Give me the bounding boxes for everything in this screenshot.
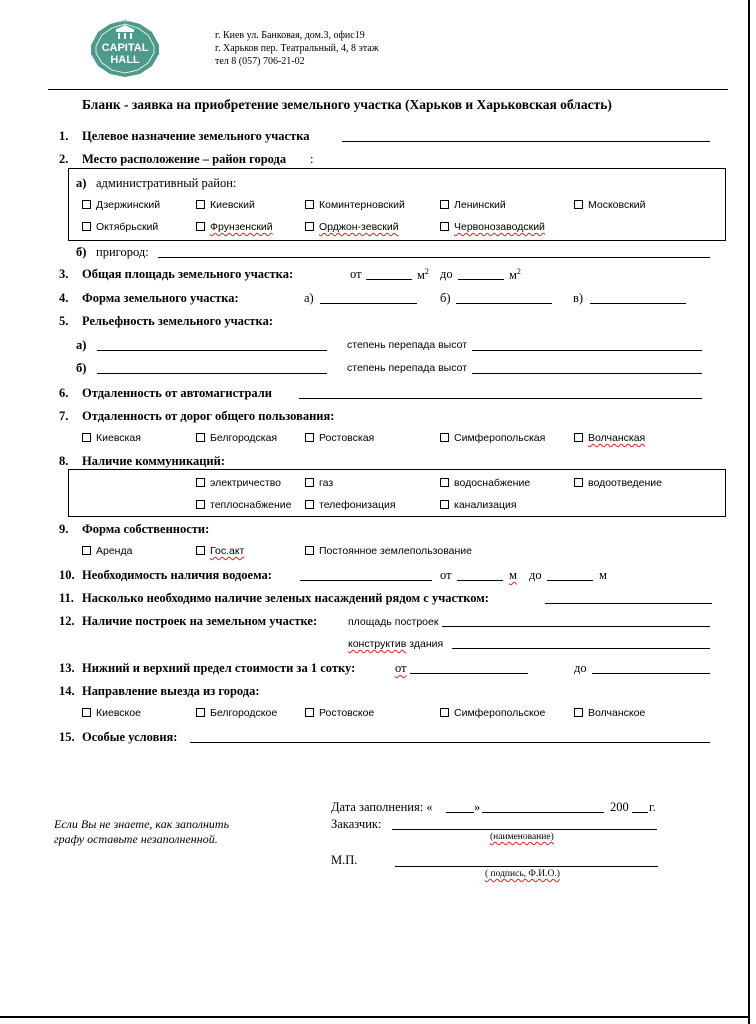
checkbox-icon[interactable] bbox=[574, 708, 583, 717]
direction-option[interactable]: Белгородское bbox=[196, 707, 277, 719]
q10-label: Необходимость наличия водоема: bbox=[82, 568, 272, 582]
drop-a-field[interactable] bbox=[472, 350, 702, 351]
checkbox-icon[interactable] bbox=[196, 500, 205, 509]
q3-unit-1: $м^2$ bbox=[417, 267, 429, 283]
q2-a-label: а) bbox=[76, 176, 87, 190]
checkbox-icon[interactable] bbox=[82, 222, 91, 231]
road-option[interactable]: Волчанская bbox=[574, 432, 645, 444]
footer-note-line1: Если Вы не знаете, как заполнить bbox=[54, 817, 230, 831]
direction-option[interactable]: Киевское bbox=[82, 707, 141, 719]
checkbox-icon[interactable] bbox=[82, 433, 91, 442]
road-option[interactable]: Симферопольская bbox=[440, 432, 545, 444]
date-quote-close: » bbox=[474, 800, 481, 814]
checkbox-icon[interactable] bbox=[305, 546, 314, 555]
direction-option[interactable]: Ростовское bbox=[305, 707, 374, 719]
q2-b-text: пригород: bbox=[96, 245, 149, 259]
q2-label: Место расположение – район города bbox=[82, 152, 287, 166]
utility-option[interactable]: газ bbox=[305, 477, 333, 489]
checkbox-icon[interactable] bbox=[440, 433, 449, 442]
logo-top-text: REAL ESTATE bbox=[111, 18, 139, 23]
utility-option[interactable]: телефонизация bbox=[305, 499, 396, 511]
q2-number: 2. bbox=[59, 152, 69, 166]
checkbox-icon[interactable] bbox=[440, 478, 449, 487]
checkbox-icon[interactable] bbox=[574, 200, 583, 209]
checkbox-icon[interactable] bbox=[305, 433, 314, 442]
logo-line1: CAPITAL bbox=[101, 42, 149, 54]
q6-label: Отдаленность от автомагистрали bbox=[82, 386, 272, 400]
buildings-construction-field[interactable] bbox=[452, 648, 710, 649]
district-option[interactable]: Фрунзенский bbox=[196, 221, 273, 233]
q4-c: в) bbox=[573, 291, 584, 305]
utility-option[interactable]: теплоснабжение bbox=[196, 499, 291, 511]
checkbox-icon[interactable] bbox=[196, 200, 205, 209]
q14-label: Направление выезда из города: bbox=[82, 684, 260, 698]
checkbox-icon[interactable] bbox=[305, 222, 314, 231]
q5-number: 5. bbox=[59, 314, 69, 328]
q9-label: Форма собственности: bbox=[82, 522, 210, 536]
district-option[interactable]: Коминтерновский bbox=[305, 199, 405, 211]
q10-from: от bbox=[440, 568, 452, 582]
checkbox-icon[interactable] bbox=[574, 478, 583, 487]
q8-label: Наличие коммуникаций: bbox=[82, 454, 225, 468]
q3-to: до bbox=[440, 267, 453, 281]
checkbox-icon[interactable] bbox=[305, 708, 314, 717]
header-phone: тел 8 (057) 706-21-02 bbox=[215, 56, 305, 67]
district-option[interactable]: Червонозаводский bbox=[440, 221, 545, 233]
page-border-right bbox=[748, 0, 750, 1024]
page-border-bottom bbox=[0, 1016, 750, 1018]
district-option[interactable]: Московский bbox=[574, 199, 646, 211]
q3-number: 3. bbox=[59, 267, 69, 281]
q11-label: Насколько необходимо наличие зеленых насаждений рядом с участком: bbox=[82, 591, 489, 605]
q2-a-text: административный район: bbox=[96, 176, 237, 190]
district-option[interactable]: Киевский bbox=[196, 199, 255, 211]
q7-label: Отдаленность от дорог общего пользования: bbox=[82, 409, 335, 423]
pond-field[interactable] bbox=[300, 580, 432, 581]
stamp-label: М.П. bbox=[331, 853, 358, 867]
checkbox-icon[interactable] bbox=[574, 433, 583, 442]
direction-option[interactable]: Симферопольское bbox=[440, 707, 545, 719]
q4-a: а) bbox=[304, 291, 314, 305]
checkbox-icon[interactable] bbox=[440, 200, 449, 209]
district-option[interactable]: Орджон-зевский bbox=[305, 221, 399, 233]
q6-number: 6. bbox=[59, 386, 69, 400]
district-option[interactable]: Ленинский bbox=[440, 199, 506, 211]
ownership-option[interactable]: Аренда bbox=[82, 545, 132, 557]
area-to-field[interactable] bbox=[458, 279, 504, 280]
checkbox-icon[interactable] bbox=[196, 222, 205, 231]
shape-c-field[interactable] bbox=[590, 303, 686, 304]
q15-number: 15. bbox=[59, 730, 75, 744]
suburb-field[interactable] bbox=[158, 257, 710, 258]
price-from-field[interactable] bbox=[410, 673, 528, 674]
q12-number: 12. bbox=[59, 614, 75, 628]
q7-number: 7. bbox=[59, 409, 69, 423]
q13-label: Нижний и верхний предел стоимости за 1 сотку: bbox=[82, 661, 356, 675]
q3-from: от bbox=[350, 267, 362, 281]
date-year-field[interactable] bbox=[632, 812, 648, 813]
q2-colon: : bbox=[310, 152, 314, 166]
signature-field[interactable] bbox=[395, 866, 658, 867]
signature-hint: ( подпись, Ф.И.О.) bbox=[485, 869, 560, 879]
date-month-field[interactable] bbox=[482, 812, 604, 813]
checkbox-icon[interactable] bbox=[305, 500, 314, 509]
q9-number: 9. bbox=[59, 522, 69, 536]
buildings-area-field[interactable] bbox=[442, 626, 710, 627]
checkbox-icon[interactable] bbox=[196, 708, 205, 717]
checkbox-icon[interactable] bbox=[82, 200, 91, 209]
greenery-field[interactable] bbox=[545, 603, 712, 604]
checkbox-icon[interactable] bbox=[82, 546, 91, 555]
utility-option[interactable]: водоотведение bbox=[574, 477, 662, 489]
header-divider bbox=[48, 89, 728, 90]
checkbox-icon[interactable] bbox=[196, 478, 205, 487]
q4-label: Форма земельного участка: bbox=[82, 291, 239, 305]
q5-label: Рельефность земельного участка: bbox=[82, 314, 273, 328]
checkbox-icon[interactable] bbox=[305, 200, 314, 209]
checkbox-icon[interactable] bbox=[305, 478, 314, 487]
q12-label: Наличие построек на земельном участке: bbox=[82, 614, 318, 628]
q1-number: 1. bbox=[59, 129, 69, 143]
checkbox-icon[interactable] bbox=[82, 708, 91, 717]
pond-to-field[interactable] bbox=[547, 580, 593, 581]
date-year-prefix: 200 bbox=[610, 800, 629, 814]
utility-option[interactable]: канализация bbox=[440, 499, 517, 511]
relief-b-field[interactable] bbox=[97, 373, 327, 374]
q10-unit-1: м bbox=[509, 568, 517, 582]
customer-name-hint: (наименование) bbox=[490, 832, 554, 842]
q1-label: Целевое назначение земельного участка bbox=[82, 129, 310, 143]
shape-a-field[interactable] bbox=[320, 303, 417, 304]
date-label: Дата заполнения: « bbox=[331, 800, 433, 814]
ownership-option[interactable]: Постоянное землепользование bbox=[305, 545, 472, 557]
utility-option[interactable]: электричество bbox=[196, 477, 281, 489]
checkbox-icon[interactable] bbox=[440, 708, 449, 717]
q3-unit-2: $м^2$ bbox=[509, 267, 521, 283]
form-title: Бланк - заявка на приобретение земельного участка (Харьков и Харьковская область) bbox=[82, 97, 612, 112]
footer-note-line2: графу оставьте незаполненной. bbox=[54, 832, 218, 846]
ownership-option[interactable]: Гос.акт bbox=[196, 545, 244, 557]
road-option[interactable]: Ростовская bbox=[305, 432, 374, 444]
district-option[interactable]: Октябрьский bbox=[82, 221, 158, 233]
checkbox-icon[interactable] bbox=[440, 500, 449, 509]
relief-a-field[interactable] bbox=[97, 350, 327, 351]
customer-name-field[interactable] bbox=[392, 829, 657, 830]
special-conditions-field[interactable] bbox=[190, 742, 710, 743]
q3-label: Общая площадь земельного участка: bbox=[82, 267, 294, 281]
shape-b-field[interactable] bbox=[456, 303, 552, 304]
q10-to: до bbox=[529, 568, 542, 582]
checkbox-icon[interactable] bbox=[440, 222, 449, 231]
road-option[interactable]: Киевская bbox=[82, 432, 141, 444]
customer-label: Заказчик: bbox=[331, 817, 382, 831]
q2-b-label: б) bbox=[76, 245, 87, 259]
checkbox-icon[interactable] bbox=[196, 433, 205, 442]
date-day-field[interactable] bbox=[446, 812, 474, 813]
district-option[interactable]: Дзержинский bbox=[82, 199, 160, 211]
area-from-field[interactable] bbox=[366, 279, 412, 280]
drop-b-field[interactable] bbox=[472, 373, 702, 374]
header-address-2: г. Харьков пер. Театральный, 4, 8 этаж bbox=[215, 43, 379, 54]
header-address-1: г. Киев ул. Банковая, дом.3, офис19 bbox=[215, 30, 365, 41]
pond-from-field[interactable] bbox=[457, 580, 503, 581]
q5-drop-a: степень перепада высот bbox=[347, 339, 468, 351]
q4-b: б) bbox=[440, 291, 451, 305]
q10-unit-2: м bbox=[599, 568, 607, 582]
q5-a: а) bbox=[76, 338, 87, 352]
q5-drop-b: степень перепада высот bbox=[347, 362, 468, 374]
date-year-suffix: г. bbox=[649, 800, 656, 814]
q13-to: до bbox=[574, 661, 587, 675]
direction-option[interactable]: Волчанское bbox=[574, 707, 645, 719]
highway-distance-field[interactable] bbox=[299, 398, 702, 399]
price-to-field[interactable] bbox=[592, 673, 710, 674]
logo-line2: HALL bbox=[110, 54, 140, 66]
q4-number: 4. bbox=[59, 291, 69, 305]
q13-from: от bbox=[395, 661, 407, 675]
q15-label: Особые условия: bbox=[82, 730, 178, 744]
q12-area: площадь построек bbox=[348, 616, 439, 628]
q13-number: 13. bbox=[59, 661, 75, 675]
utility-option[interactable]: водоснабжение bbox=[440, 477, 530, 489]
q11-number: 11. bbox=[59, 591, 74, 605]
q12-constr: конструктив здания bbox=[348, 638, 444, 650]
capital-hall-logo bbox=[88, 18, 162, 78]
checkbox-icon[interactable] bbox=[196, 546, 205, 555]
q8-number: 8. bbox=[59, 454, 69, 468]
q5-b: б) bbox=[76, 361, 87, 375]
q10-number: 10. bbox=[59, 568, 75, 582]
q14-number: 14. bbox=[59, 684, 75, 698]
q1-field[interactable] bbox=[342, 141, 710, 142]
road-option[interactable]: Белгородская bbox=[196, 432, 277, 444]
